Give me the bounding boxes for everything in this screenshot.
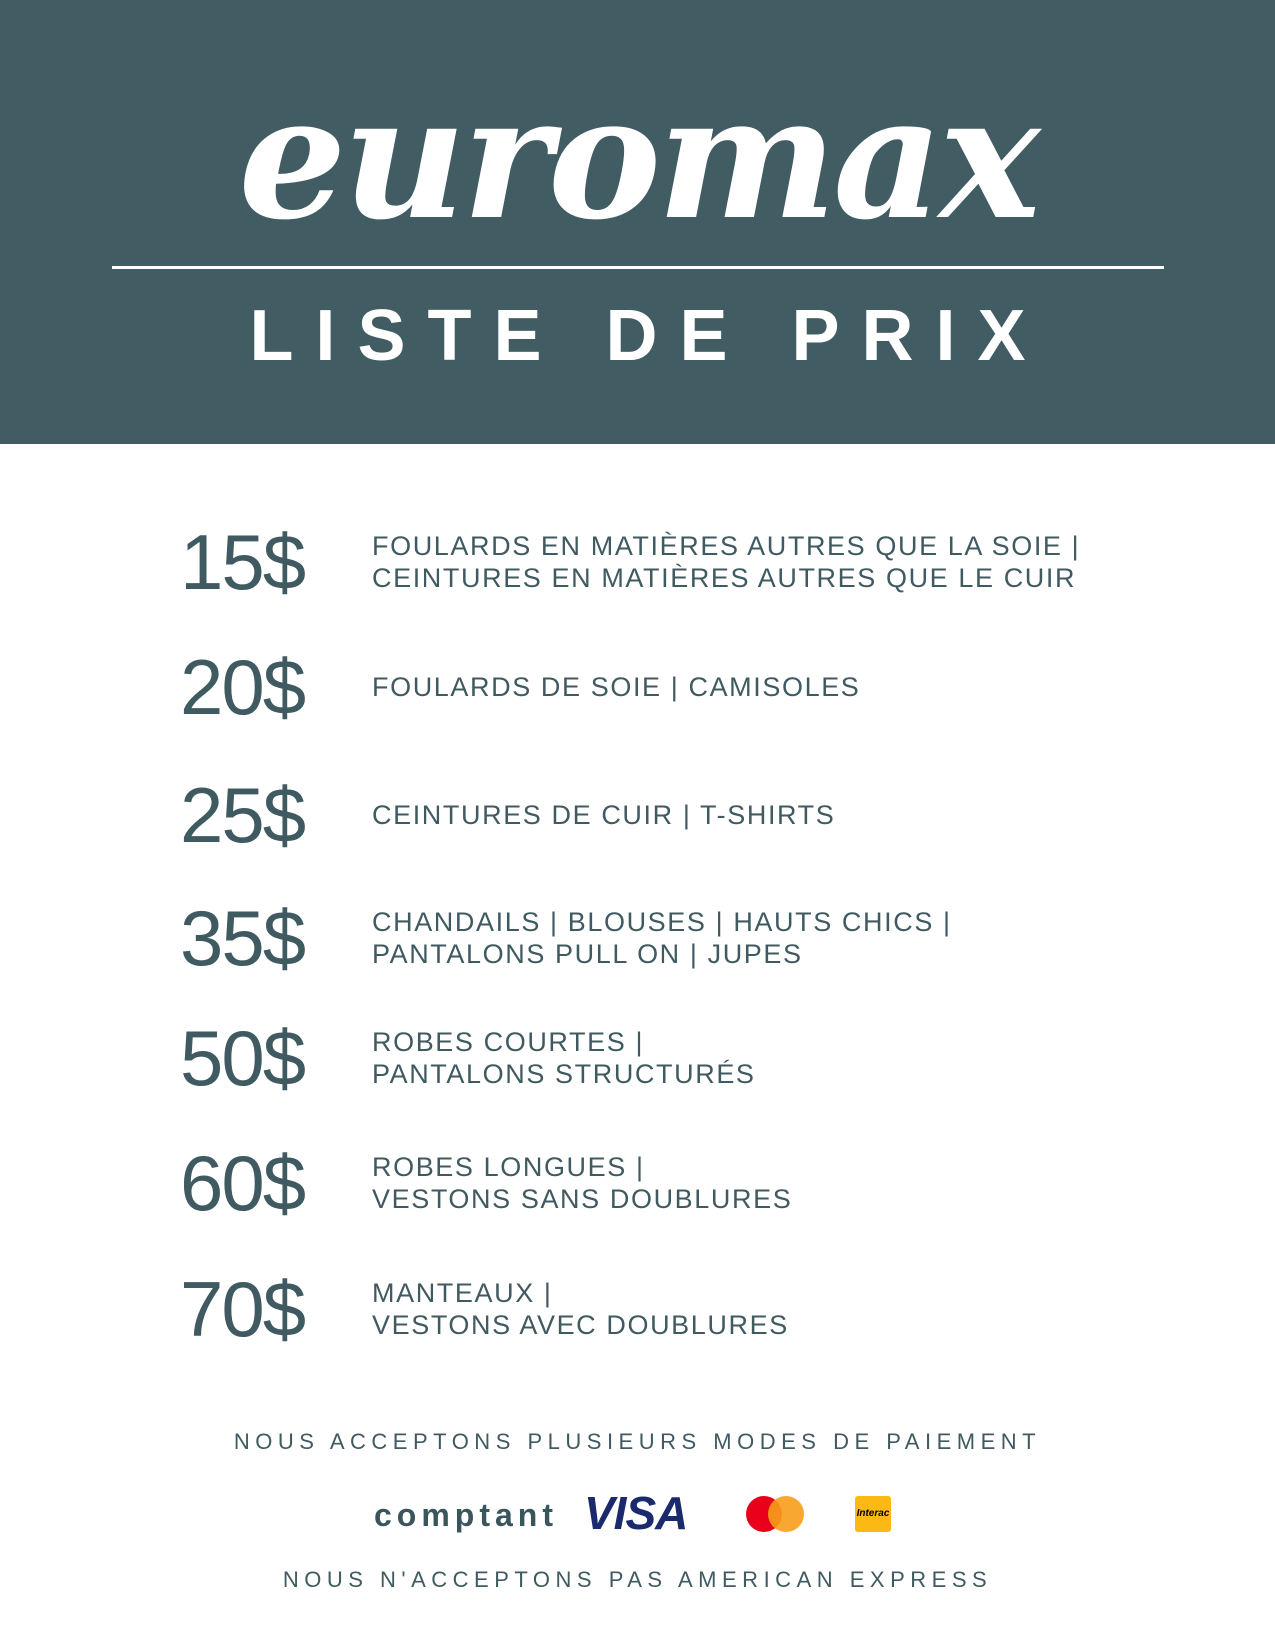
price-value: 60$ (180, 1139, 305, 1227)
price-row (0, 1013, 1275, 1103)
accepted-payments-note: NOUS ACCEPTONS PLUSIEURS MODES DE PAIEMENT (233, 1429, 1042, 1454)
description-line: CHANDAILS | BLOUSES | HAUTS CHICS | (372, 907, 952, 937)
price-value: 50$ (180, 1014, 305, 1102)
header-banner (0, 0, 1275, 444)
description-line: CEINTURES EN MATIÈRES AUTRES QUE LE CUIR (372, 563, 1077, 593)
amex-not-accepted-note: NOUS N'ACCEPTONS PAS AMERICAN EXPRESS (282, 1567, 993, 1592)
interac-icon: Interac (855, 1496, 891, 1532)
description-line: PANTALONS STRUCTURÉS (372, 1059, 756, 1089)
description-line: PANTALONS PULL ON | JUPES (372, 939, 803, 969)
price-row (0, 642, 1275, 732)
price-row (0, 517, 1275, 607)
page-title: LISTE DE PRIX (249, 296, 1048, 376)
price-row (0, 1264, 1275, 1354)
mastercard-icon (746, 1496, 804, 1532)
description-line: ROBES COURTES | (372, 1027, 645, 1057)
price-description (372, 642, 1192, 732)
price-value: 15$ (180, 518, 305, 606)
description-line: VESTONS SANS DOUBLURES (372, 1184, 793, 1214)
description-line: FOULARDS EN MATIÈRES AUTRES QUE LA SOIE | (372, 531, 1081, 561)
visa-icon: VISA (584, 1487, 688, 1539)
price-value: 25$ (180, 771, 305, 859)
price-row (0, 893, 1275, 983)
description-line: MANTEAUX | (372, 1278, 553, 1308)
payment-methods (0, 1488, 1275, 1542)
description-line: FOULARDS DE SOIE | CAMISOLES (372, 672, 861, 702)
price-description (372, 1138, 1192, 1228)
price-row (0, 1138, 1275, 1228)
description-line: VESTONS AVEC DOUBLURES (372, 1310, 789, 1340)
price-description (372, 893, 1192, 983)
description-line: CEINTURES DE CUIR | T-SHIRTS (372, 800, 836, 830)
euromax-logo: euromax (238, 58, 1037, 258)
price-value: 35$ (180, 894, 305, 982)
price-description (372, 1264, 1192, 1354)
price-value: 20$ (180, 643, 305, 731)
price-row (0, 770, 1275, 860)
description-line: ROBES LONGUES | (372, 1152, 645, 1182)
header-divider (112, 266, 1164, 269)
price-value: 70$ (180, 1265, 305, 1353)
cash-label: comptant (374, 1497, 558, 1533)
price-description (372, 517, 1192, 607)
price-description (372, 770, 1192, 860)
price-description (372, 1013, 1192, 1103)
